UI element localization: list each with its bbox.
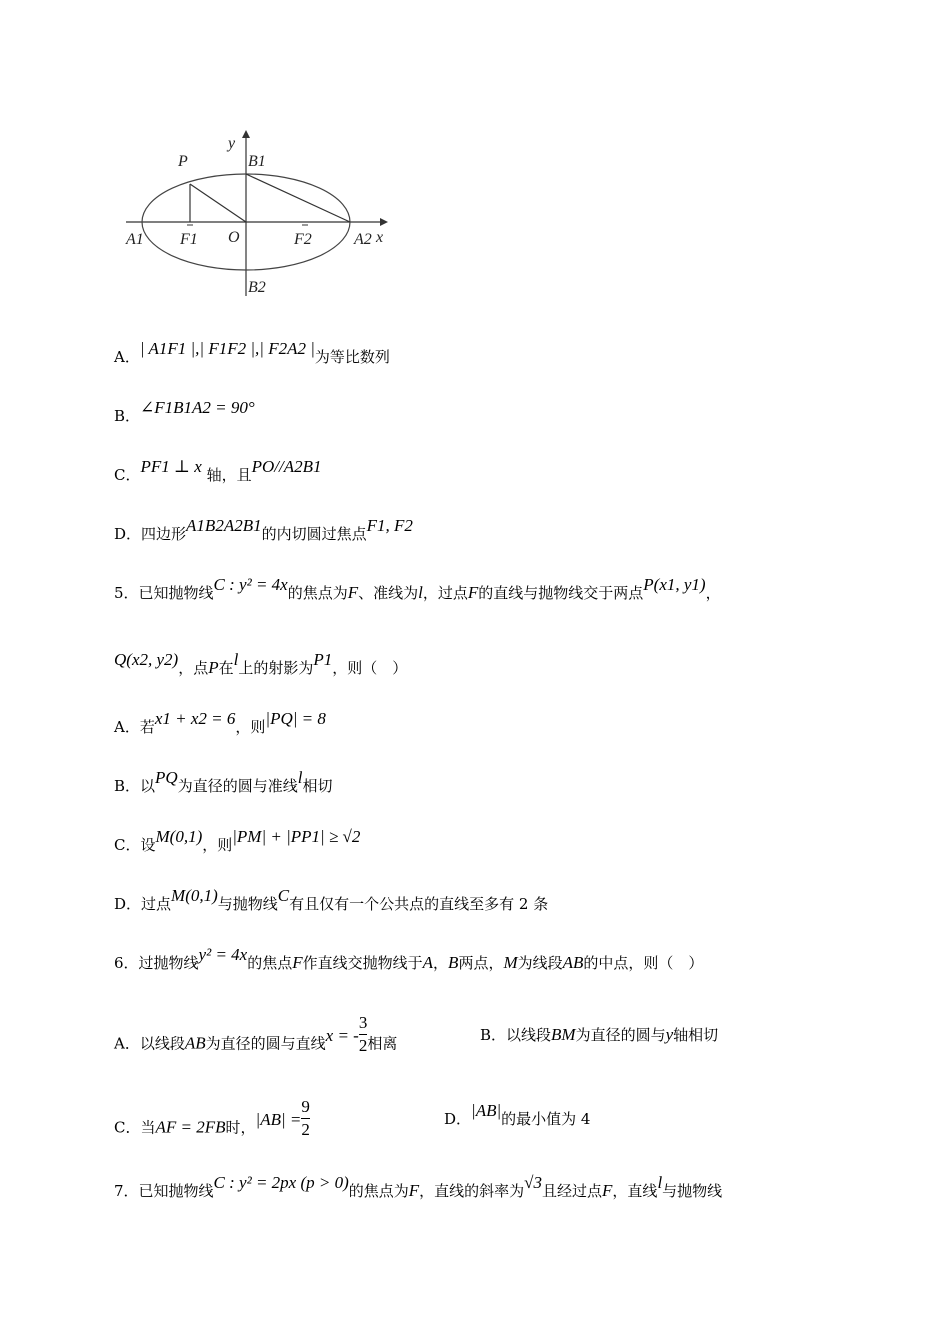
q5-option-d: D．过点M(0,1)与抛物线C有且仅有一个公共点的直线至多有 2 条	[114, 886, 549, 913]
q4-option-d: D．四边形A1B2A2B1的内切圆过焦点F1, F2	[114, 516, 413, 543]
x-axis-arrow	[380, 218, 388, 226]
q7-stem: 7．已知抛物线C : y² = 2px (p > 0)的焦点为F，直线的斜率为√3且经过点F，直线l与抛物线	[114, 1173, 723, 1200]
label-f2: F2	[294, 231, 312, 248]
q4-option-a: A．| A1F1 |,| F1F2 |,| F2A2 |为等比数列	[114, 339, 390, 366]
q5-option-a: A．若x1 + x2 = 6，则|PQ| = 8	[114, 709, 326, 736]
y-axis-arrow	[242, 130, 250, 138]
q6-option-b: B．以线段BM为直径的圆与y轴相切	[480, 1025, 719, 1044]
label-x: x	[376, 229, 384, 246]
q5-stem-line2: Q(x2, y2)，点P在l上的射影为P1，则（ ）	[114, 650, 408, 677]
q6-option-d: D．|AB|的最小值为 4	[444, 1101, 591, 1128]
label-b2: B2	[248, 279, 266, 296]
label-y: y	[228, 135, 236, 152]
label-o: O	[228, 229, 240, 246]
q6-stem: 6．过抛物线y² = 4x的焦点F作直线交抛物线于A，B两点，M为线段AB的中点，则（ ）	[114, 945, 704, 972]
q4-option-b: B．∠F1B1A2 = 90°	[114, 398, 255, 425]
label-a2: A2	[354, 231, 372, 248]
po-segment	[190, 184, 246, 222]
q4-option-c: C．PF1 ⊥ x 轴，且PO//A2B1	[114, 457, 322, 484]
label-b1: B1	[248, 153, 266, 170]
q6-option-a: A．以线段AB为直径的圆与直线x = - $\frac{3}{2}$ 相离	[114, 1013, 398, 1055]
ellipse-diagram	[118, 126, 398, 306]
b1a2-segment	[246, 174, 350, 222]
label-f1: F1	[180, 231, 198, 248]
q5-option-c: C．设M(0,1)，则|PM| + |PP1| ≥ √2	[114, 827, 361, 854]
label-p: P	[178, 153, 188, 170]
q6-option-c: C．当AF = 2FB时，|AB| = $\frac{9}{2}$	[114, 1097, 310, 1139]
ellipse-figure	[118, 126, 398, 306]
q5-option-b: B．以PQ为直径的圆与准线l相切	[114, 768, 333, 795]
label-a1: A1	[126, 231, 144, 248]
q5-stem-line1: 5．已知抛物线C : y² = 4x的焦点为F、准线为l，过点F的直线与抛物线交于两点P(x1, y1)，	[114, 575, 721, 602]
